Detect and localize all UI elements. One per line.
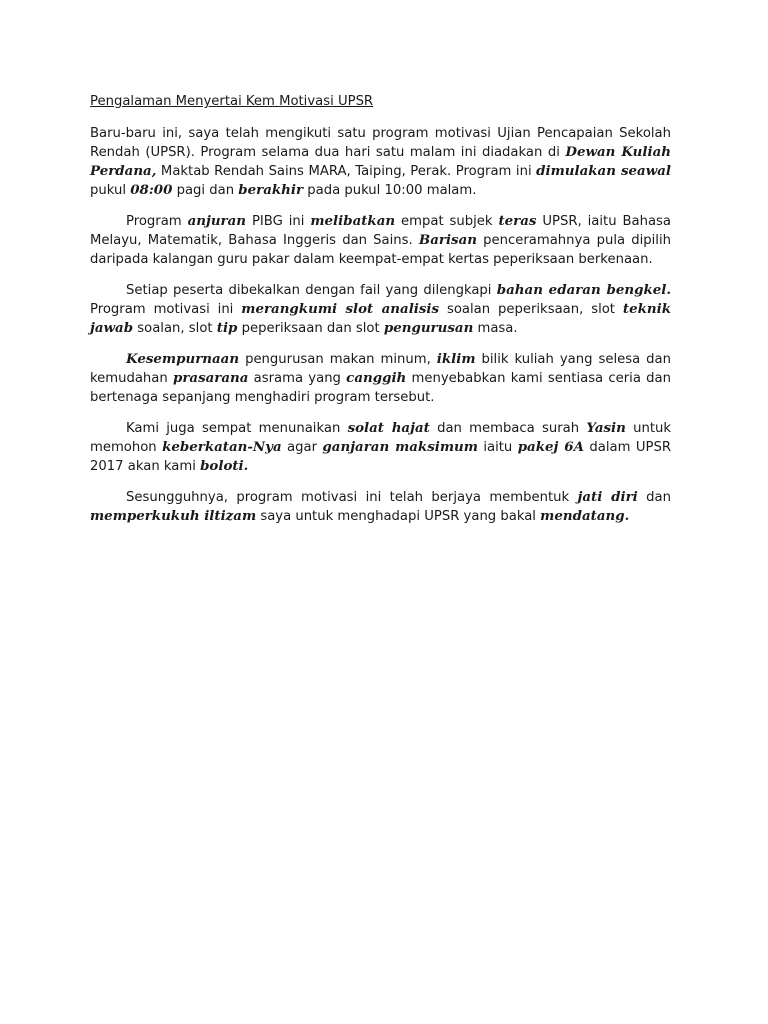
paragraph-text: Setiap peserta dibekalkan dengan fail yang dilengkapi [126, 283, 497, 298]
keyword-emphasis: boloti. [200, 458, 249, 474]
paragraph-3 [90, 281, 671, 338]
paragraph-text: pengurusan makan minum, [239, 352, 437, 367]
paragraph-text: untuk memohon [90, 421, 672, 455]
keyword-emphasis: jati diri [577, 489, 638, 505]
document-title: Pengalaman Menyertai Kem Motivasi UPSR [90, 94, 374, 109]
paragraph-text: Sesungguhnya, program motivasi ini telah berjaya membentuk [126, 490, 578, 505]
paragraph-2 [90, 212, 671, 269]
paragraph-text: pukul [90, 183, 131, 198]
keyword-emphasis: Yasin [586, 420, 626, 436]
keyword-emphasis: pengurusan [383, 320, 474, 336]
paragraph-text: bilik kuliah yang selesa dan kemudahan [90, 352, 671, 386]
keyword-emphasis: solat hajat [347, 420, 430, 436]
keyword-emphasis: dimulakan seawal [536, 163, 671, 179]
paragraph-text: peperiksaan dan slot [237, 321, 384, 336]
paragraph-4 [90, 350, 671, 407]
paragraph-text: menyebabkan kami sentiasa ceria dan bertenaga sepanjang menghadiri program tersebut. [90, 371, 671, 405]
keyword-emphasis: mendatang. [540, 508, 630, 524]
paragraph-text: agar [281, 440, 323, 455]
keyword-emphasis: pakej 6A [517, 439, 584, 455]
keyword-emphasis: anjuran [187, 213, 247, 229]
keyword-emphasis: memperkukuh iltizam [90, 508, 257, 524]
keyword-emphasis: merangkumi slot analisis [241, 301, 440, 317]
keyword-emphasis: keberkatan-Nya [162, 439, 282, 455]
paragraph-text: pada pukul 10:00 malam. [303, 183, 477, 198]
paragraph-text: soalan peperiksaan, slot [439, 302, 623, 317]
paragraph-text: empat subjek [395, 214, 499, 229]
keyword-emphasis: teras [498, 213, 537, 229]
paragraph-text: Program motivasi ini [90, 302, 242, 317]
paragraph-text: penceramahnya pula dipilih daripada kalangan guru pakar dalam keempat-empat kertas peperiksaan berkenaan. [90, 233, 671, 267]
paragraph-text: Program [126, 214, 188, 229]
keyword-emphasis: Kesempurnaan [126, 351, 240, 367]
keyword-emphasis: Dewan Kuliah Perdana, [90, 144, 671, 179]
paragraph-text: UPSR, iaitu Bahasa Melayu, Matematik, Bahasa Inggeris dan Sains. [90, 214, 671, 248]
keyword-emphasis: ganjaran maksimum [322, 439, 478, 455]
paragraph-text: dan membaca surah [429, 421, 587, 436]
paragraph-text: dan [637, 490, 671, 505]
keyword-emphasis: Barisan [418, 232, 477, 248]
keyword-emphasis: canggih [346, 370, 407, 386]
paragraph-text: asrama yang [248, 371, 347, 386]
keyword-emphasis: tip [216, 320, 238, 336]
keyword-emphasis: teknik jawab [90, 301, 671, 336]
paragraph-text: PIBG ini [246, 214, 311, 229]
document-page [90, 92, 671, 538]
keyword-emphasis: prasarana [172, 370, 249, 386]
paragraph-text: Maktab Rendah Sains MARA, Taiping, Perak. Program ini [156, 164, 537, 179]
paragraph-text: saya untuk menghadapi UPSR yang bakal [256, 509, 541, 524]
keyword-emphasis: bahan edaran bengkel. [496, 282, 671, 298]
paragraph-text: Kami juga sempat menunaikan [126, 421, 348, 436]
paragraph-text: soalan, slot [133, 321, 217, 336]
keyword-emphasis: berakhir [238, 182, 304, 198]
paragraph-text: Baru-baru ini, saya telah mengikuti satu program motivasi Ujian Pencapaian Sekolah Rendah (UPSR). Program selama dua hari satu malam ini diadakan di [90, 126, 671, 160]
paragraph-text: dalam UPSR 2017 akan kami [90, 440, 671, 474]
paragraph-6 [90, 488, 671, 526]
keyword-emphasis: melibatkan [310, 213, 396, 229]
keyword-emphasis: 08:00 [130, 182, 173, 198]
paragraph-5 [90, 419, 671, 476]
paragraph-1 [90, 124, 671, 200]
keyword-emphasis: iklim [436, 351, 476, 367]
paragraph-text: pagi dan [172, 183, 239, 198]
paragraph-text: iaitu [477, 440, 518, 455]
paragraph-text: masa. [473, 321, 518, 336]
